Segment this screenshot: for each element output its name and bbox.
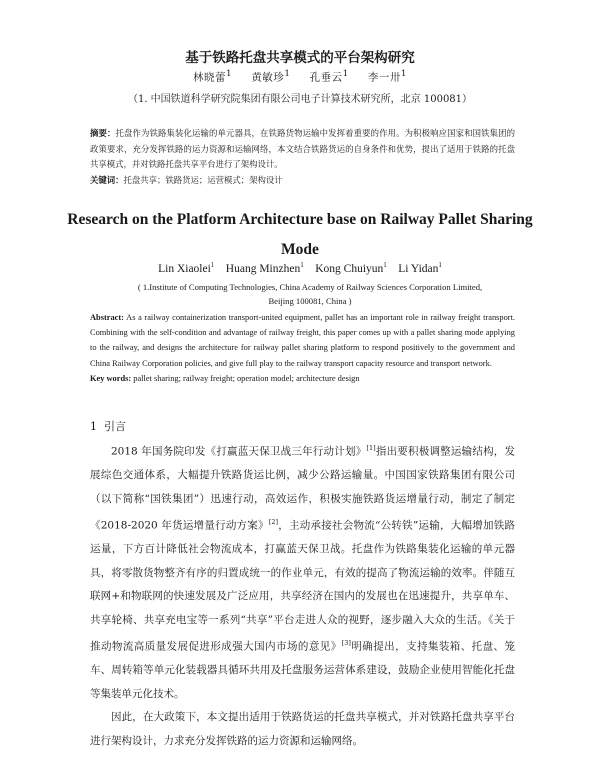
author-name: 孔垂云	[309, 71, 343, 84]
chinese-abstract-body: 摘要：托盘作为铁路集装化运输的单元器具，在铁路货物运输中发挥着重要的作用。为积极响应国家和国铁集团的政策要求，充分发挥铁路的运力资源和运输网络，本文结合铁路货运的自身条件和优势，提出了适用于铁路的托盘共享模式，并对铁路托盘共享平台进行了架构设计。	[90, 128, 516, 169]
citation: [3]	[341, 639, 351, 647]
english-abstract-body: Abstract: As a railway containerization transport-united equipment, pallet has an important role in railway freight transport. Combining with the self-condition and advantage of railway freight, this paper comes up with a pallet sharing mode applying to the railway, and designs the architecture for railway pallet sharing platform to respond positively to the government and China Railway Corporation policies, and give full play to the railway transport capacity resource and transport network.	[90, 313, 515, 368]
english-affiliation: ( 1.Institute of Computing Technologies, China Academy of Railway Sciences Corporation Limited, Beijing 100081, China )	[137, 282, 483, 306]
author-name: Kong Chuiyun	[315, 262, 384, 275]
author-name: Lin Xiaolei	[158, 262, 211, 275]
chinese-title: 基于铁路托盘共享模式的平台架构研究	[185, 50, 415, 66]
author-name: 黄敏珍	[251, 71, 285, 84]
author-name: 林晓蕾	[193, 71, 227, 84]
paragraph: 2018 年国务院印发《打赢蓝天保卫战三年行动计划》[1]指出要积极调整运输结构，发展综色交通体系，大幅提升铁路货运比例，减少公路运输量。中国国家铁路集团有限公司（以下简称“国铁集团”）迅速行动，高效运作，积极实施铁路货运增量行动，制定了制定《2018-2020 年货运增量行动方案》[2]，主动承接社会物流“公转铁”运输，大幅增加铁路运量，下方百计降低社会物流成本，打赢蓝天保卫战。托盘作为铁路集装化运输的单元器具，将零散货物整齐有序的归置成统一的作业单元，有效的提高了物流运输的效率。伴随互联网+和物联网的快速发展及广泛应用，共享经济在国内的发展也在迅速提升，共享单车、共享轮椅、共享充电宝等一系列“共享”平台走进人众的视野，逐步融入大众的生活。《关于推动物流高质量发展促进形成强大国内市场的意见》[3]明确提出，支持集装箱、托盘、笼车、周转箱等单元化装载器具循环共用及托盘服务运营体系建设，鼓励企业使用智能化托盘等集装单元化技术。	[90, 444, 516, 700]
english-title: Research on the Platform Architecture base on Railway Pallet Sharing Mode	[67, 211, 533, 258]
body-text	[90, 437, 515, 753]
chinese-keywords: 关键词：托盘共享；铁路货运；运营模式；架构设计	[90, 174, 283, 185]
paragraph: 因此，在大政策下，本文提出适用于铁路货运的托盘共享模式，并对铁路托盘共享平台进行架构设计，力求充分发挥铁路的运力资源和运输网络。	[90, 711, 515, 747]
citation: [2]	[268, 518, 279, 526]
english-abstract	[90, 310, 515, 386]
section-heading: 1 引言	[90, 420, 126, 433]
english-keywords: Key words: pallet sharing; railway freight; operation model; architecture design	[90, 373, 360, 383]
chinese-abstract	[90, 126, 515, 188]
author-name: 李一卅	[367, 71, 401, 84]
chinese-authors: 林晓蕾$^1$ 黄敏珍$^1$ 孔垂云$^1$ 李一卅$^1$	[193, 69, 407, 84]
english-authors: Lin Xiaolei$^1$ Huang Minzhen$^1$ Kong Chuiyun$^1$ Li Yidan$^1$	[158, 261, 442, 275]
author-name: Huang Minzhen	[225, 262, 301, 275]
chinese-affiliation: （1. 中国铁道科学研究院集团有限公司电子计算技术研究所，北京 100081）	[127, 94, 473, 105]
author-name: Li Yidan	[398, 262, 439, 275]
citation: [1]	[366, 444, 376, 452]
